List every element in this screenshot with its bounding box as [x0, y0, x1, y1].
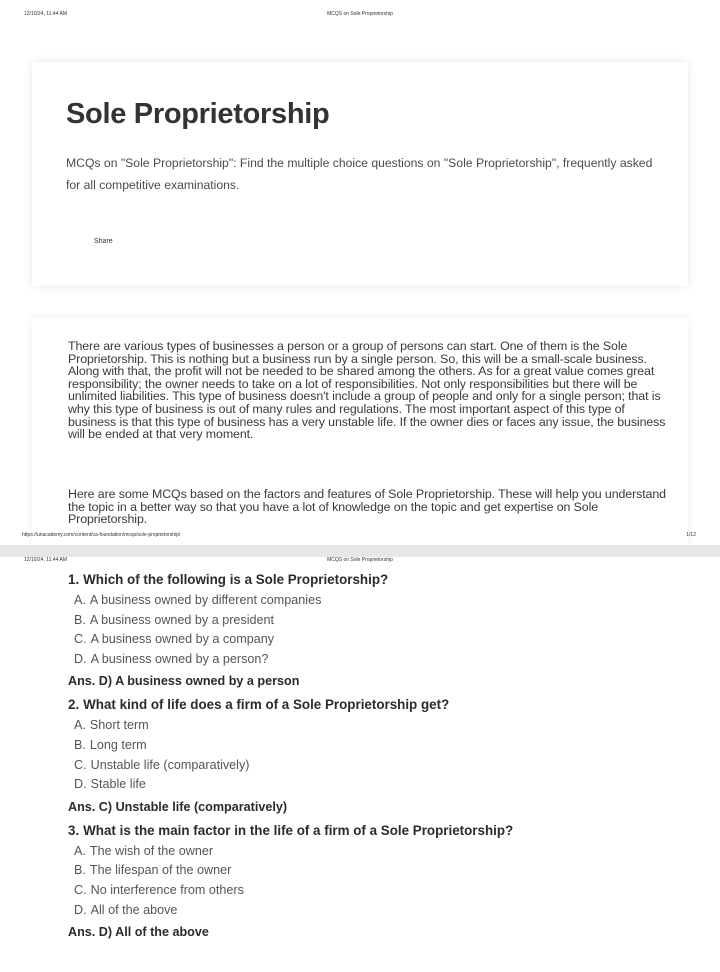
answer-text: Ans. C) Unstable life (comparatively) — [68, 799, 288, 814]
question-text — [68, 696, 688, 714]
question-number: 3. — [68, 822, 80, 838]
page-title: Sole Proprietorship — [66, 98, 330, 130]
page-separator — [0, 545, 720, 557]
option-text: Long term — [89, 737, 147, 752]
option-text: Short term — [89, 718, 149, 733]
print-url[interactable]: https://unacademy.com/content/ca-foundation/mcqs/sole-proprietorship/ — [22, 532, 181, 538]
option-letter: B. — [74, 612, 86, 627]
mcq-list — [68, 571, 688, 947]
option-text: The lifespan of the owner — [89, 863, 232, 878]
hero-card — [32, 62, 688, 286]
option-b — [68, 736, 688, 756]
option-c — [68, 756, 688, 776]
page-description: MCQs on "Sole Proprietorship": Find the multiple choice questions on "Sole Proprietorship", frequently asked for all competitive examinations. — [66, 156, 653, 192]
question-label: What is the main factor in the life of a firm of a Sole Proprietorship? — [83, 822, 514, 838]
answer-text: Ans. D) A business owned by a person — [68, 674, 300, 689]
option-letter: A. — [74, 843, 86, 858]
intro-paragraph-2: Here are some MCQs based on the factors and features of Sole Proprietorship. These will help you understand the topic in a better way so that you have a lot of knowledge on the topic and get expertise on Sole Proprietorship. — [68, 487, 666, 527]
option-c — [68, 630, 688, 650]
question-block — [68, 696, 688, 815]
page-header — [0, 11, 720, 21]
option-text: All of the above — [90, 902, 178, 917]
option-b — [68, 611, 688, 631]
question-text — [68, 571, 688, 589]
option-letter: B. — [74, 737, 86, 752]
option-letter: C. — [74, 882, 87, 897]
option-d — [68, 775, 688, 795]
print-date: 12/10/24, 11:44 AM — [24, 11, 67, 17]
intro-paragraph: There are various types of businesses a person or a group of persons can start. One of them is the Sole Proprietorship. This is nothing but a business run by a single person. So, this will be a small-scale business. Along with that, the profit will not be needed to be shared among the others. As for a great value comes great responsibility; the owner needs to take on a lot of responsibilities. Not only responsibilities but there will be unlimited liabilities. This type of business doesn't include a group of people and only for a single person; that is why this type of business is out of many rules and regulations. The most important aspect of this type of business is that this type of business has a very unstable life. If the owner dies or faces any issue, the business will be ended at that very moment. — [68, 339, 666, 442]
page-header — [0, 557, 720, 567]
print-title: MCQS on Sole Proprietorship — [327, 11, 393, 17]
option-text: A business owned by a president — [89, 612, 275, 627]
option-letter: A. — [74, 718, 86, 733]
option-letter: B. — [74, 863, 86, 878]
answer-text: Ans. D) All of the above — [68, 925, 209, 940]
option-text: Unstable life (comparatively) — [90, 757, 250, 772]
share-button[interactable]: Share — [94, 238, 113, 245]
question-label: Which of the following is a Sole Proprietorship? — [83, 572, 389, 587]
document-page-2 — [0, 557, 720, 972]
option-a — [68, 716, 688, 736]
option-d — [68, 901, 688, 921]
option-text: Stable life — [90, 777, 146, 792]
question-block — [68, 571, 688, 690]
option-letter: A. — [74, 593, 86, 607]
option-text: The wish of the owner — [89, 843, 214, 858]
print-date: 12/10/24, 11:44 AM — [24, 557, 67, 563]
page-number: 1/12 — [686, 532, 696, 538]
option-b — [68, 861, 688, 881]
option-letter: D. — [74, 651, 87, 666]
option-letter: C. — [74, 632, 87, 647]
option-a — [68, 591, 688, 611]
option-letter: D. — [74, 902, 87, 917]
question-text — [68, 822, 688, 840]
print-title: MCQS on Sole Proprietorship — [327, 557, 393, 563]
option-letter: D. — [74, 777, 87, 792]
question-label: What kind of life does a firm of a Sole Proprietorship get? — [83, 697, 450, 713]
option-text: A business owned by different companies — [89, 593, 322, 607]
question-number: 2. — [68, 697, 80, 713]
option-letter: C. — [74, 757, 87, 772]
option-text: A business owned by a person? — [90, 651, 269, 666]
option-text: A business owned by a company — [90, 632, 275, 647]
intro-card — [32, 318, 688, 545]
option-a — [68, 842, 688, 862]
option-text: No interference from others — [90, 882, 244, 897]
question-number: 1. — [68, 572, 80, 587]
question-block — [68, 822, 688, 941]
option-d — [68, 650, 688, 670]
option-c — [68, 881, 688, 901]
